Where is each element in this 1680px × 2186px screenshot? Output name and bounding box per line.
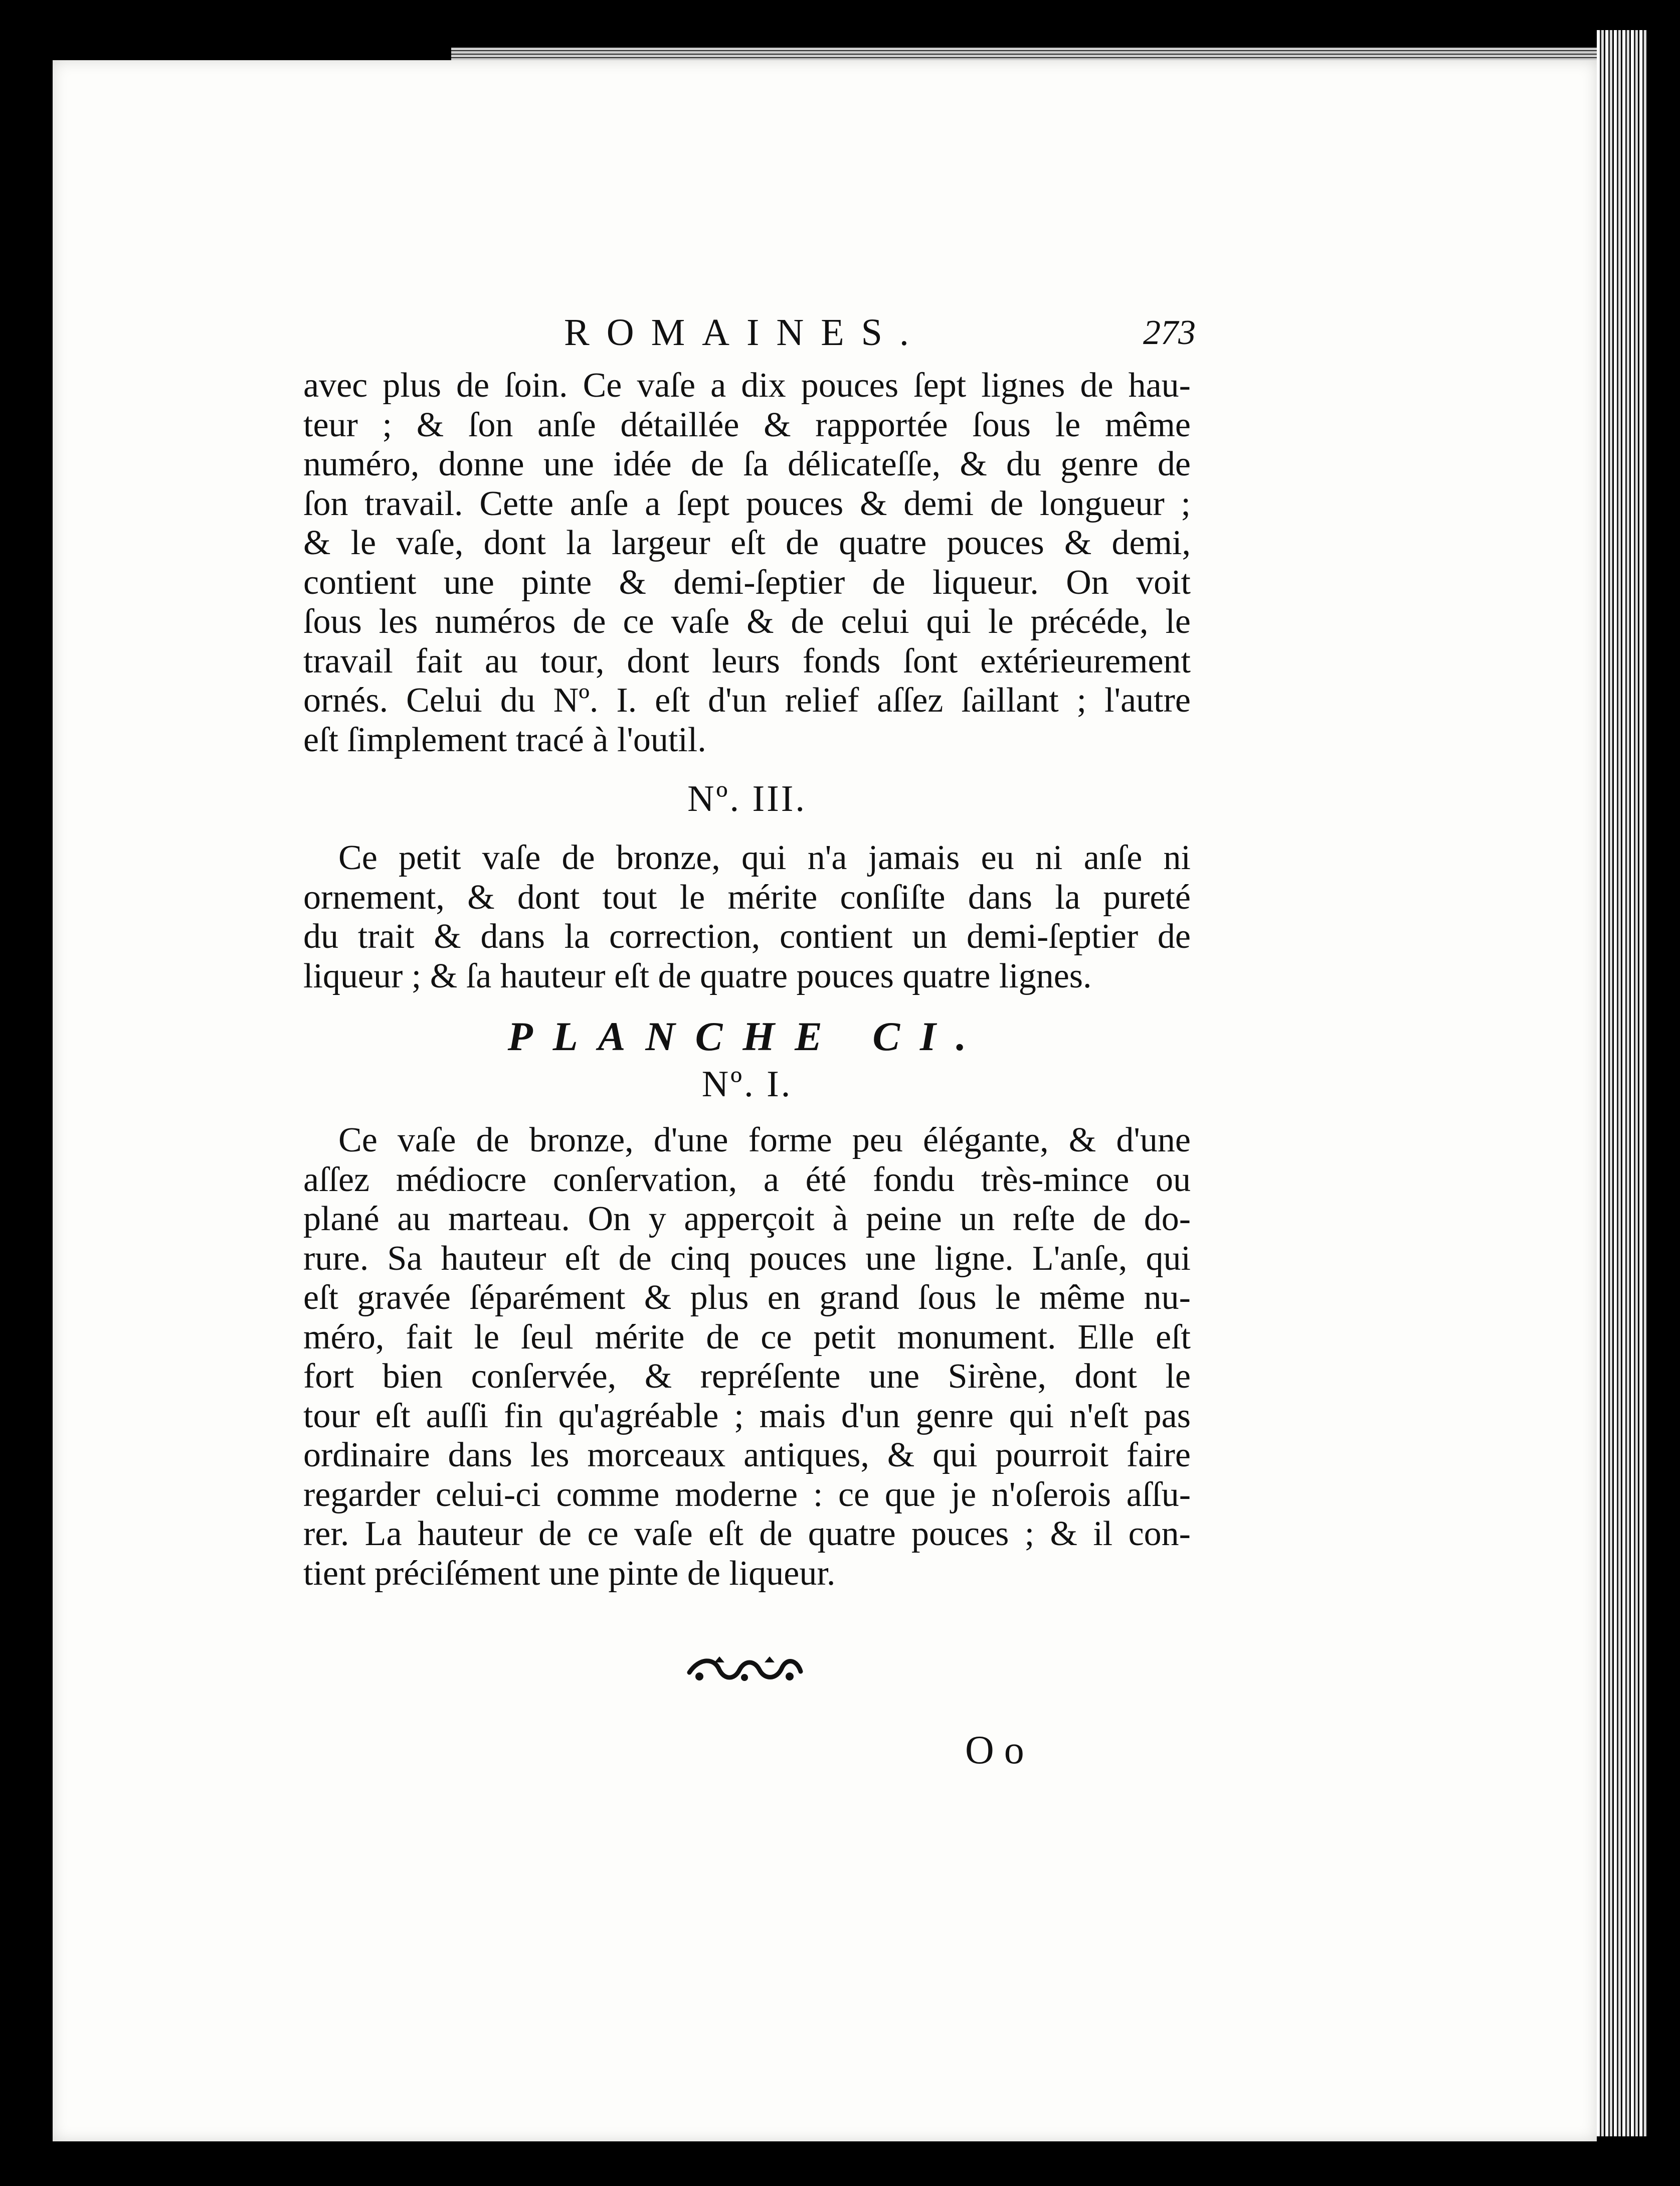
text-block bbox=[303, 311, 1196, 1593]
book-page bbox=[53, 60, 1597, 2141]
text-line: travail fait au tour, dont leurs fonds ſont extérieurement bbox=[303, 641, 1191, 681]
catchword: O o bbox=[965, 1728, 1024, 1772]
text-line: aſſez médiocre conſervation, a été fondu très-mince ou bbox=[303, 1160, 1191, 1199]
text-line: ſous les numéros de ce vaſe & de celui qui le précéde, le bbox=[303, 602, 1191, 641]
text-line: avec plus de ſoin. Ce vaſe a dix pouces ſept lignes de hau- bbox=[303, 366, 1191, 405]
text-line: plané au marteau. On y apperçoit à peine un reſte de do- bbox=[303, 1200, 1191, 1238]
section-heading-no-iii: Nº. III. bbox=[687, 778, 807, 819]
plate-heading: PLANCHE CI. bbox=[507, 1014, 987, 1059]
text-line: tour eſt auſſi fin qu'agréable ; mais d'un genre qui n'eſt pas bbox=[303, 1396, 1191, 1435]
paragraph-planche-ci bbox=[303, 1121, 1191, 1593]
section-heading-no-i: Nº. I. bbox=[701, 1064, 793, 1105]
text-line: ordinaire dans les morceaux antiques, & qui pourroit faire bbox=[303, 1436, 1191, 1474]
text-line: du trait & dans la correction, contient un demi-ſeptier de bbox=[303, 917, 1191, 956]
text-line: ornement, & dont tout le mérite conſiſte dans la pureté bbox=[303, 878, 1191, 917]
text-line: ſon travail. Cette anſe a ſept pouces & demi de longueur ; bbox=[303, 484, 1191, 523]
text-line: rure. Sa hauteur eſt de cinq pouces une ligne. L'anſe, qui bbox=[303, 1239, 1191, 1278]
text-line: Ce vaſe de bronze, d'une forme peu élégante, & d'une bbox=[338, 1121, 1191, 1159]
page-number: 273 bbox=[1143, 313, 1196, 352]
text-line: numéro, donne une idée de ſa délicateſſe, & du genre de bbox=[303, 445, 1191, 483]
text-line: méro, fait le ſeul mérite de ce petit monument. Elle eſt bbox=[303, 1317, 1191, 1357]
page-side-edge bbox=[1597, 30, 1647, 2136]
text-line: regarder celui-ci comme moderne : ce que je n'oſerois aſſu- bbox=[303, 1475, 1191, 1514]
text-line: Ce petit vaſe de bronze, qui n'a jamais eu ni anſe ni bbox=[338, 838, 1191, 877]
text-line: & le vaſe, dont la largeur eſt de quatre pouces & demi, bbox=[303, 524, 1191, 562]
text-line: liqueur ; & ſa hauteur eſt de quatre pouces quatre lignes. bbox=[303, 956, 1092, 995]
text-line: ornés. Celui du Nº. I. eſt d'un relief aſſez ſaillant ; l'autre bbox=[303, 681, 1191, 720]
text-line: eſt ſimplement tracé à l'outil. bbox=[303, 720, 706, 759]
paragraph-continued bbox=[303, 366, 1191, 760]
running-head bbox=[303, 311, 1196, 366]
running-head-title: ROMAINES. bbox=[564, 311, 926, 354]
text-line: contient une pinte & demi-ſeptier de liqueur. On voit bbox=[303, 563, 1191, 602]
text-line: tient préciſément une pinte de liqueur. bbox=[303, 1554, 836, 1593]
text-line: rer. La hauteur de ce vaſe eſt de quatre pouces ; & il con- bbox=[303, 1515, 1191, 1553]
text-line: teur ; & ſon anſe détaillée & rapportée ſous le même bbox=[303, 405, 1191, 444]
fleuron-ornament-icon bbox=[684, 1652, 805, 1688]
text-line: eſt gravée ſéparément & plus en grand ſous le même nu- bbox=[303, 1278, 1191, 1317]
text-line: fort bien conſervée, & repréſente une Sirène, dont le bbox=[303, 1357, 1191, 1396]
paragraph-no-iii bbox=[303, 838, 1191, 996]
